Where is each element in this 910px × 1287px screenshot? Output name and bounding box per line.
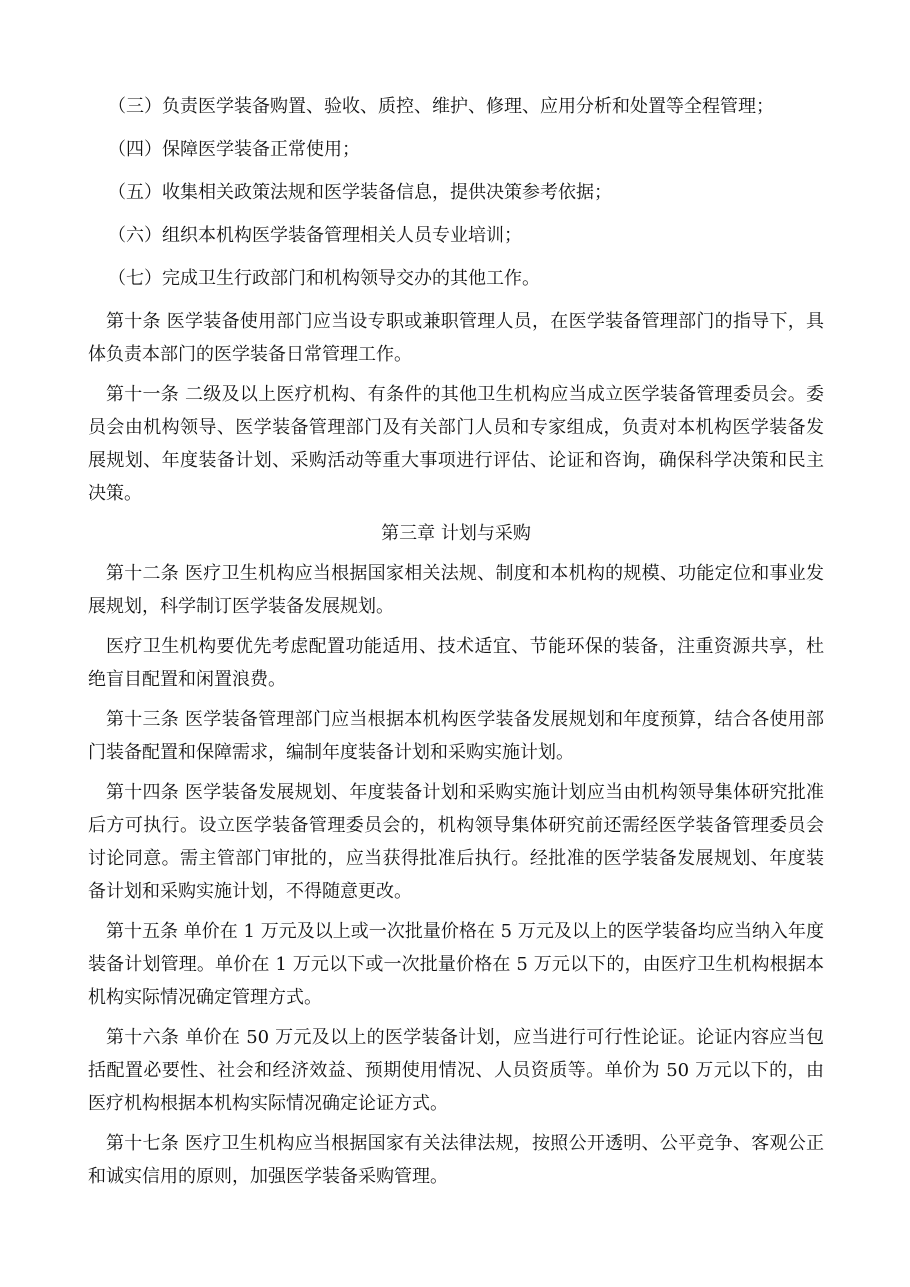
article-14-text: 第十四条 医学装备发展规划、年度装备计划和采购实施计划应当由机构领导集体研究批准后方可执行。设立医学装备管理委员会的，机构领导集体研究前还需经医学装备管理委员会讨论同意。需主管部门审批的，应当获得批准后执行。经批准的医学装备发展规划、年度装备计划和采购实施计划，不得随意更改。 — [88, 782, 824, 902]
duty-item-6: （六）组织本机构医学装备管理相关人员专业培训； — [108, 225, 522, 246]
article-13-text: 第十三条 医学装备管理部门应当根据本机构医学装备发展规划和年度预算，结合各使用部门装备配置和保障需求，编制年度装备计划和采购实施计划。 — [88, 709, 824, 763]
article-10 — [88, 305, 824, 371]
article-10-text: 第十条 医学装备使用部门应当设专职或兼职管理人员，在医学装备管理部门的指导下，具体负责本部门的医学装备日常管理工作。 — [88, 311, 824, 365]
article-11-text: 第十一条 二级及以上医疗机构、有条件的其他卫生机构应当成立医学装备管理委员会。委员会由机构领导、医学装备管理部门及有关部门人员和专家组成，负责对本机构医学装备发展规划、年度装备计划、采购活动等重大事项进行评估、论证和咨询，确保科学决策和民主决策。 — [88, 384, 824, 504]
article-12-text: 第十二条 医疗卫生机构应当根据国家相关法规、制度和本机构的规模、功能定位和事业发展规划，科学制订医学装备发展规划。 — [88, 563, 824, 617]
article-16-text: 第十六条 单价在 50 万元及以上的医学装备计划，应当进行可行性论证。论证内容应当包括配置必要性、社会和经济效益、预期使用情况、人员资质等。单价为 50 万元以下的，由医疗机构根据本机构实际情况确定论证方式。 — [88, 1027, 824, 1114]
chapter-3-title: 第三章 计划与采购 — [381, 523, 531, 544]
duty-item-5: （五）收集相关政策法规和医学装备信息，提供决策参考依据； — [108, 182, 612, 203]
article-13 — [88, 703, 824, 769]
article-12 — [88, 557, 824, 623]
duty-item-4: （四）保障医学装备正常使用； — [108, 139, 360, 160]
article-14 — [88, 776, 824, 908]
article-15 — [88, 915, 824, 1014]
article-16 — [88, 1021, 824, 1120]
article-17 — [88, 1127, 824, 1193]
article-12-p2-text: 医疗卫生机构要优先考虑配置功能适用、技术适宜、节能环保的装备，注重资源共享，杜绝盲目配置和闲置浪费。 — [88, 636, 824, 690]
article-17-text: 第十七条 医疗卫生机构应当根据国家有关法律法规，按照公开透明、公平竞争、客观公正和诚实信用的原则，加强医学装备采购管理。 — [88, 1133, 824, 1187]
document-page — [88, 90, 824, 1200]
duty-item-7: （七）完成卫生行政部门和机构领导交办的其他工作。 — [108, 268, 540, 289]
article-15-text: 第十五条 单价在 1 万元及以上或一次批量价格在 5 万元及以上的医学装备均应当纳入年度装备计划管理。单价在 1 万元以下或一次批量价格在 5 万元以下的，由医疗卫生机构根据本机构实际情况确定管理方式。 — [88, 921, 824, 1008]
duty-item-3: （三）负责医学装备购置、验收、质控、维护、修理、应用分析和处置等全程管理； — [108, 96, 774, 117]
article-12-paragraph-2 — [88, 630, 824, 696]
article-11 — [88, 378, 824, 510]
